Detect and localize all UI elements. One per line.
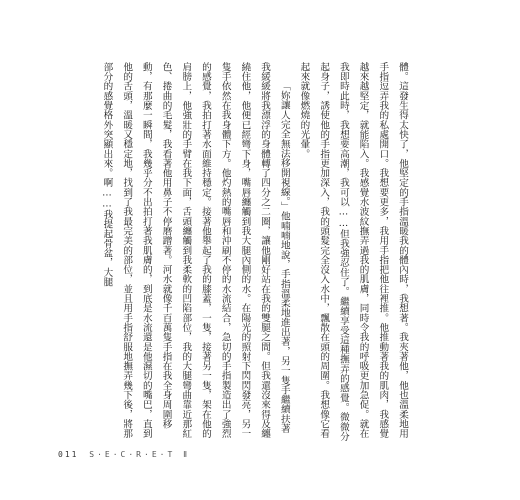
paragraph: 體。這發生得太快了，他堅定的手指溫暖我的體內時，我想著。我夾著他，他也溫柔地用手指逗弄我的私處開口。我想要更多，我用手指把他往裡推。他推動著我的肌肉，我感覺越來越堅定，就能陷入。我感覺水波紋撫弄過我的肌膚，同時令我的呼吸更加急促。就在我即時此時，我想要高潮，我可以……但我強忍住了。繼續享受這種撫弄的感覺。微微分起身子，誘使他的手指更加深入，我的頭髮完全沒入水中，飄散在頭的周圍。我想像它看起來就像燃燒的光暈。	[298, 62, 408, 442]
page-footer	[58, 450, 190, 459]
body-text	[101, 62, 412, 442]
running-title: S·E·C·R·E·T Ⅱ	[89, 450, 191, 459]
page-number: 011	[58, 450, 79, 459]
paragraph: 「妳讓人完全無法移開視線。」他喃喃地說，手指溫柔地進出著，另一隻手繼續扶著我緩緩將我漂浮的身體轉了四分之二圈，讓他剛好站在我的雙腿之間。但我還沒來得及纏繞住他，他便已經彎下身，嘴唇纏觸到我大腿內側的水。在陽光的照射下閃閃發亮，另一隻手依然在我身體下方。他灼熱的嘴唇和沖刷不停的水流結合，急切的手指製造出了強烈的感覺，我拍打著水面維持穩定。接著他舉起了我的膝蓋，一隻，接著另一隻，架在他的肩膀上，他強壯的手臂在我下面，舌頭纏觸到我柔軟的凹陷部位，我的大腿彎曲靠近那紅色、捲曲的毛髮，我看著他用鼻子不停磨蹭著。河水就像千百萬隻手指在我全身周圍移動，有那麼一瞬間，我幾乎分不出拍打著我肌膚的，到底是水流還是他濕切的嘴巴，直到他的舌頭，溫暖又穩定地，找到了我最完美的部位，並且用手指舒服地撫弄幾下後，將那部分的感覺格外突顯出來。啊……我提起骨盆，大腿	[101, 62, 290, 439]
